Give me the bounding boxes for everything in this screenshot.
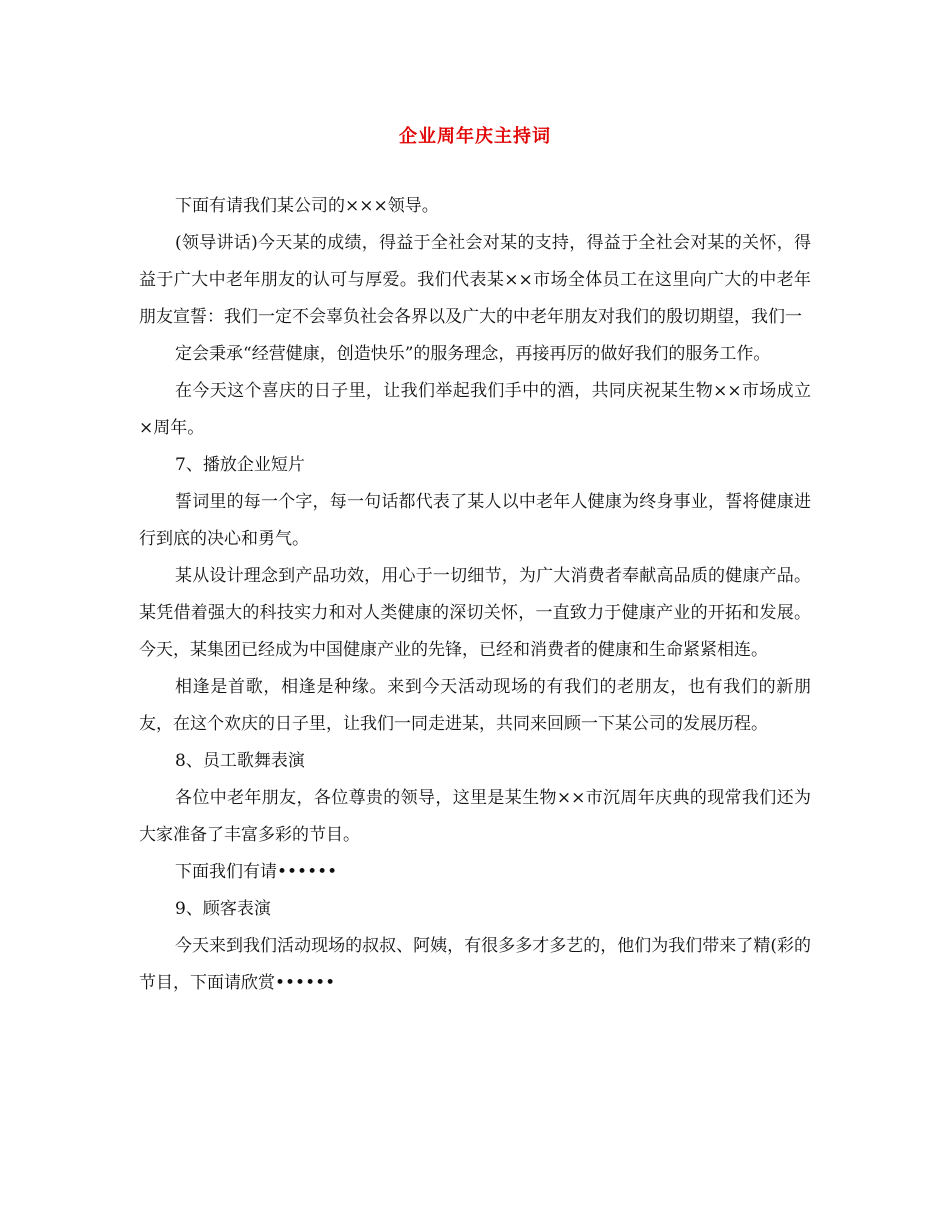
document-body (139, 188, 811, 1002)
section-heading: 8、员工歌舞表演 (175, 751, 305, 771)
paragraph: 相逢是首歌，相逢是种缘。来到今天活动现场的有我们的老朋友，也有我们的新朋友，在这个欢庆的日子里，让我们一同走进某，共同来回顾一下某公司的发展历程。 (139, 677, 811, 734)
section-heading: 7、播放企业短片 (175, 455, 305, 475)
paragraph: 在今天这个喜庆的日子里，让我们举起我们手中的酒，共同庆祝某生物××市场成立×周年。 (139, 381, 811, 438)
paragraph: 誓词里的每一个字，每一句话都代表了某人以中老年人健康为终身事业，誓将健康进行到底的决心和勇气。 (139, 492, 811, 549)
paragraph: 下面有请我们某公司的×××领导。 (175, 196, 439, 216)
page-title: 企业周年庆主持词 (399, 126, 551, 147)
paragraph: 定会秉承“经营健康，创造快乐”的服务理念，再接再厉的做好我们的服务工作。 (175, 344, 771, 364)
paragraph: 某从设计理念到产品功效，用心于一切细节，为广大消费者奉献高品质的健康产品。某凭借着强大的科技实力和对人类健康的深切关怀，一直致力于健康产业的开拓和发展。今天，某集团已经成为中国健康产业的先锋，已经和消费者的健康和生命紧紧相连。 (139, 566, 811, 660)
paragraph: 各位中老年朋友，各位尊贵的领导，这里是某生物××市沉周年庆典的现常我们还为大家准备了丰富多彩的节目。 (139, 788, 811, 845)
paragraph: 今天来到我们活动现场的叔叔、阿姨，有很多多才多艺的，他们为我们带来了精(彩的节目，下面请欣赏•••••• (139, 936, 811, 993)
paragraph: 下面我们有请•••••• (175, 862, 338, 882)
section-heading: 9、顾客表演 (175, 899, 271, 919)
paragraph: (领导讲话)今天某的成绩，得益于全社会对某的支持，得益于全社会对某的关怀，得益于广大中老年朋友的认可与厚爱。我们代表某××市场全体员工在这里向广大的中老年朋友宣誓：我们一定不会辜负社会各界以及广大的中老年朋友对我们的殷切期望，我们一 (139, 233, 811, 327)
